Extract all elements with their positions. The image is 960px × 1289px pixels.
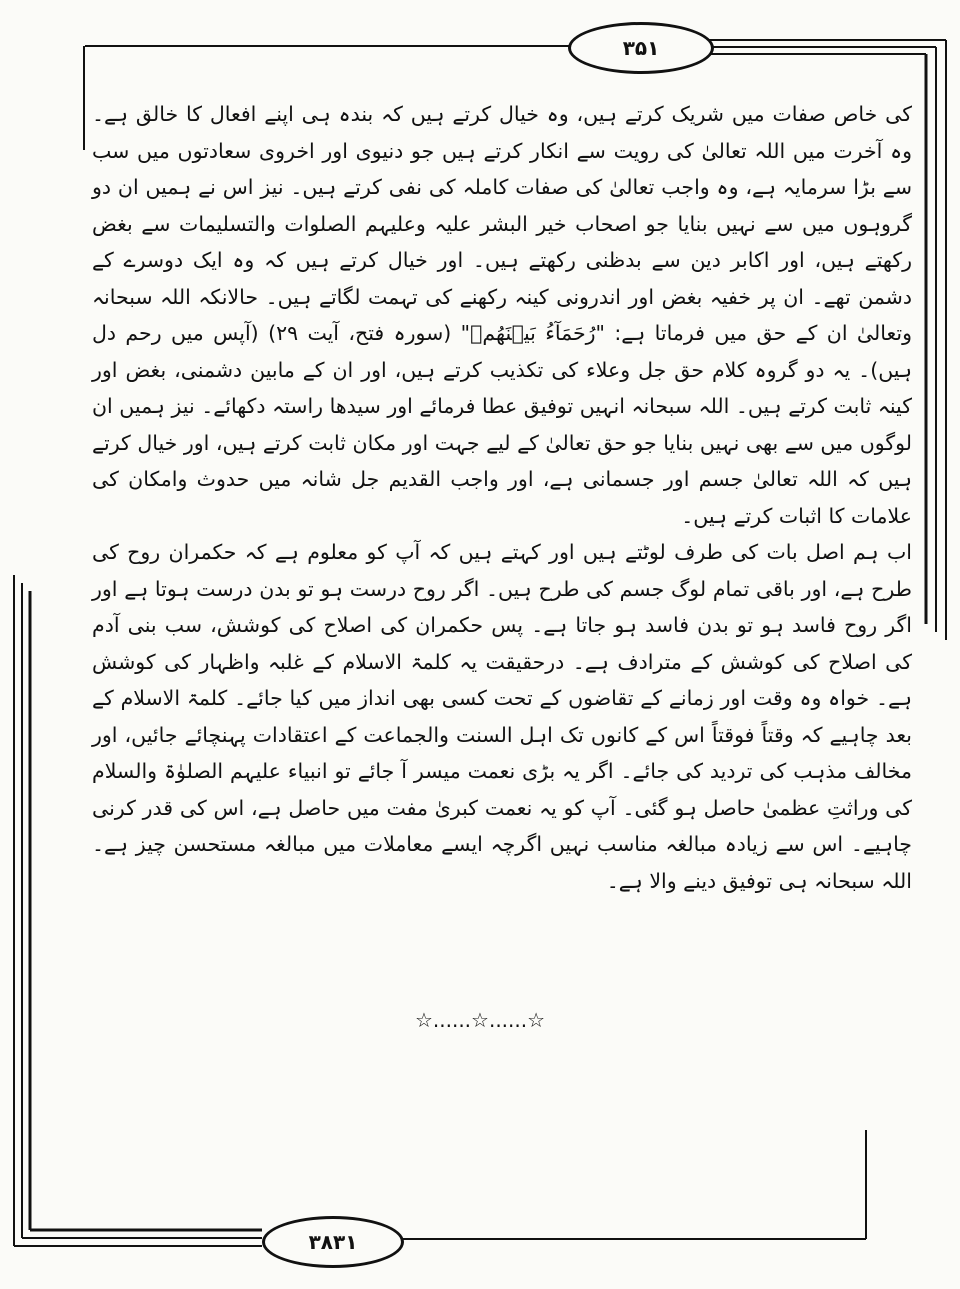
page-number-top: ۳۵۱ [568,22,714,74]
section-separator: ☆......☆......☆ [414,1008,546,1032]
page-number-bottom: ۳۸۳۱ [262,1216,404,1268]
article-body [92,96,912,899]
paragraph-1: کی خاص صفات میں شریک کرتے ہیں، وہ خیال کرتے ہیں کہ بندہ ہی اپنے افعال کا خالق ہے۔ وہ آخرت میں اللہ تعالیٰ کی رویت سے انکار کرتے ہیں جو دنیوی اور اخروی سعادتوں میں سب سے بڑا سرمایہ ہے، وہ واجب تعالیٰ کی صفات کاملہ کی نفی کرتے ہیں۔ نیز اس نے ہمیں ان دو گروہوں میں سے نہیں بنایا جو اصحاب خیر البشر علیہ وعلیہم الصلوات والتسلیمات سے بغض رکھتے ہیں، اور اکابر دین سے بدظنی رکھتے ہیں۔ اور خیال کرتے ہیں کہ وہ ایک دوسرے کے دشمن تھے۔ ان پر خفیہ بغض اور اندرونی کینہ رکھنے کی تہمت لگاتے ہیں۔ حالانکہ اللہ سبحانہ وتعالیٰ ان کے حق میں فرماتا ہے: "رُحَمَآءُ بَيۡنَهُمۡ" (سورہ فتح، آیت ۲۹) (آپس میں رحم دل ہیں)۔ یہ دو گروہ کلام حق جل وعلاء کی تکذیب کرتے ہیں، اور ان کے مابین دشمنی، بغض اور کینہ ثابت کرتے ہیں۔ اللہ سبحانہ انہیں توفیق عطا فرمائے اور سیدھا راستہ دکھائے۔ نیز ہمیں ان لوگوں میں سے بھی نہیں بنایا جو حق تعالیٰ کے لیے جہت اور مکان ثابت کرتے ہیں، اور خیال کرتے ہیں کہ اللہ تعالیٰ جسم اور جسمانی ہے، اور واجب القدیم جل شانہ میں حدوث وامکان کی علامات کا اثبات کرتے ہیں۔ [92,102,912,528]
paragraph-2: اب ہم اصل بات کی طرف لوٹتے ہیں اور کہتے ہیں کہ آپ کو معلوم ہے کہ حکمران روح کی طرح ہے، اور باقی تمام لوگ جسم کی طرح ہیں۔ اگر روح درست ہو تو بدن درست ہوتا ہے اور اگر روح فاسد ہو تو بدن فاسد ہو جاتا ہے۔ پس حکمران کی اصلاح کی کوشش، سب بنی آدم کی اصلاح کی کوشش کے مترادف ہے۔ درحقیقت یہ کلمۃ الاسلام کے غلبہ واظہار کی کوشش ہے۔ خواہ وہ وقت اور زمانے کے تقاضوں کے تحت کسی بھی انداز میں کیا جائے۔ کلمۃ الاسلام کے بعد چاہیے کہ وقتاً فوقتاً اس کے کانوں تک اہل السنت والجماعت کے اعتقادات پہنچائے جائیں، اور مخالف مذہب کی تردید کی جائے۔ اگر یہ بڑی نعمت میسر آ جائے تو انبیاء علیہم الصلوٰۃ والسلام کی وراثتِ عظمیٰ حاصل ہو گئی۔ آپ کو یہ نعمت کبریٰ مفت میں حاصل ہے، اس کی قدر کرنی چاہیے۔ اس سے زیادہ مبالغہ مناسب نہیں اگرچہ ایسے معاملات میں مبالغہ مستحسن چیز ہے۔ اللہ سبحانہ ہی توفیق دینے والا ہے۔ [92,540,912,893]
